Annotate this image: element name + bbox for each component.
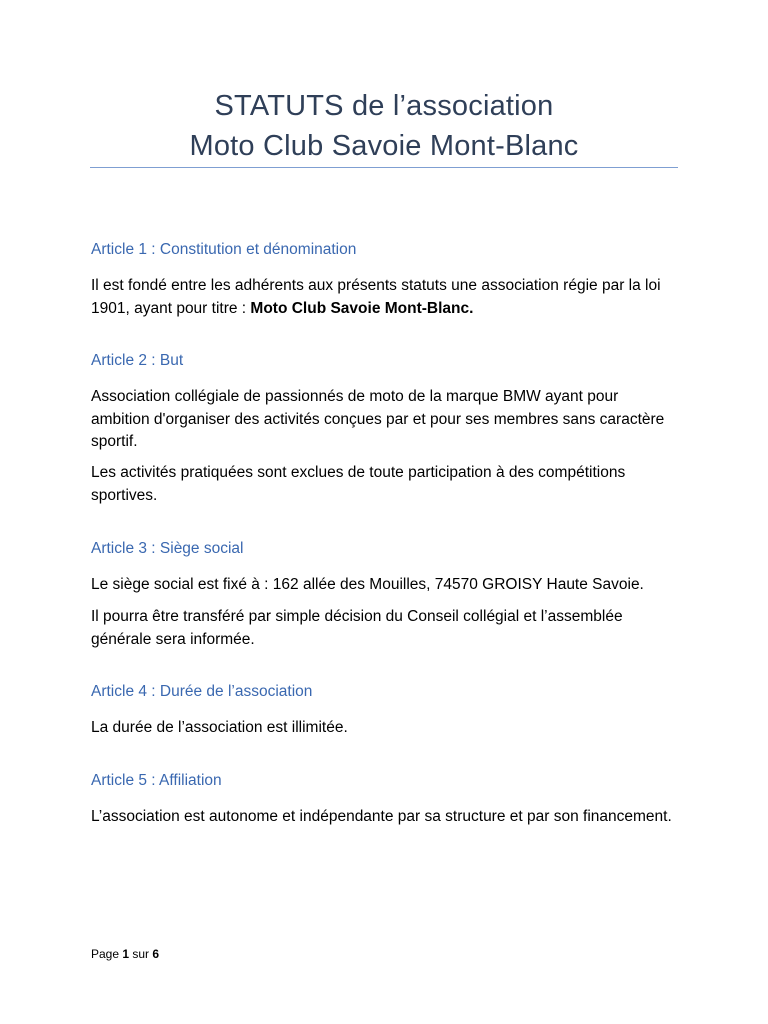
footer-current-page: 1: [122, 947, 130, 961]
article-5-paragraph-1: L’association est autonome et indépendante par sa structure et par son financement.: [91, 808, 672, 825]
footer-middle: sur: [129, 947, 153, 961]
article-1-paragraph-1-text: Il est fondé entre les adhérents aux présents statuts une association régie par la loi 1901, ayant pour titre :: [91, 277, 661, 317]
footer-total-pages: 6: [152, 947, 160, 961]
article-5-heading: Article 5 : Affiliation: [91, 772, 222, 789]
article-3-heading: Article 3 : Siège social: [91, 540, 244, 557]
article-3-paragraph-2: Il pourra être transféré par simple décision du Conseil collégial et l’assemblée générale sera informée.: [91, 608, 623, 648]
page-footer: [91, 946, 159, 962]
article-1-heading: Article 1 : Constitution et dénomination: [91, 241, 357, 258]
title-line-2: Moto Club Savoie Mont-Blanc: [189, 130, 579, 162]
title-line-1: STATUTS de l’association: [214, 90, 554, 122]
association-name: Moto Club Savoie Mont-Blanc.: [250, 299, 474, 317]
title-underline: [90, 167, 678, 168]
article-4-paragraph-1: La durée de l’association est illimitée.: [91, 719, 348, 736]
article-2-heading: Article 2 : But: [91, 352, 184, 369]
article-2-paragraph-1: Association collégiale de passionnés de moto de la marque BMW ayant pour ambition d'organiser des activités conçues par et pour ses membres sans caractère sportif.: [91, 388, 665, 450]
article-2-paragraph-2: Les activités pratiquées sont exclues de toute participation à des compétitions sportives.: [91, 464, 626, 504]
document-title: [90, 86, 678, 166]
footer-prefix: Page: [91, 947, 123, 961]
article-1-paragraph-1: [91, 275, 681, 320]
article-4-heading: Article 4 : Durée de l’association: [91, 683, 313, 700]
article-3-paragraph-1: Le siège social est fixé à : 162 allée des Mouilles, 74570 GROISY Haute Savoie.: [91, 576, 644, 593]
